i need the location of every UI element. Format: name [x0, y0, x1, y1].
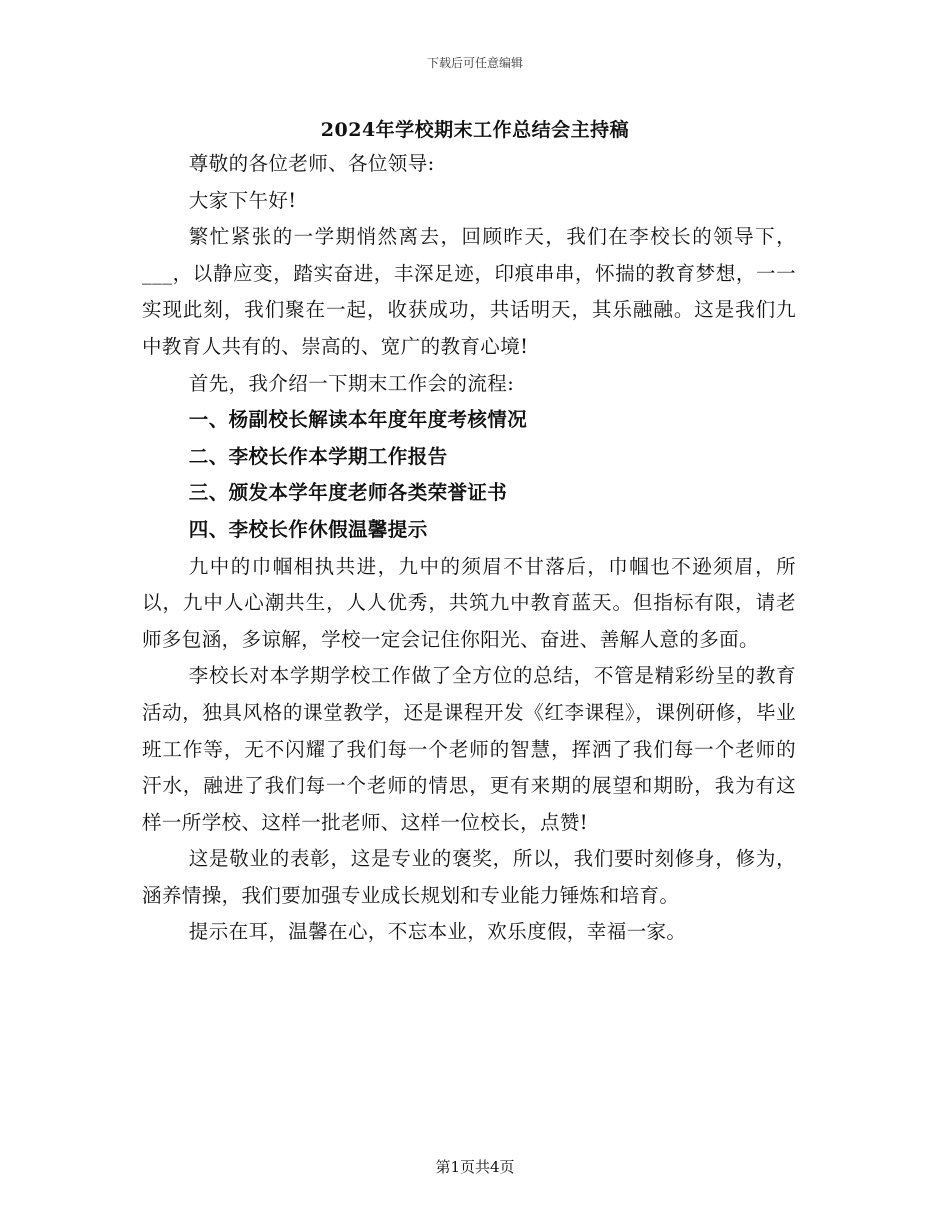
document-body	[142, 146, 796, 951]
honors-paragraph: 九中的巾帼相执共进，九中的须眉不甘落后，巾帼也不逊须眉，所以，九中人心潮共生，人人优秀，共筑九中教育蓝天。但指标有限，请老师多包涵，多谅解，学校一定会记住你阳光、奋进、善解人意的多面。	[142, 554, 796, 651]
commendation-paragraph: 这是敬业的表彰，这是专业的褒奖，所以，我们要时刻修身，修为，涵养情操，我们要加强专业成长规划和专业能力锤炼和培育。	[142, 847, 796, 907]
agenda-item-2: 二、李校长作本学期工作报告	[188, 444, 448, 468]
hello-paragraph: 大家下午好!	[188, 188, 297, 212]
summary-paragraph: 李校长对本学期学校工作做了全方位的总结，不管是精彩纷呈的教育活动，独具风格的课堂教学，还是课程开发《红李课程》，课例研修，毕业班工作等，无不闪耀了我们每一个老师的智慧，挥洒了我们每一个老师的汗水，融进了我们每一个老师的情思，更有来期的展望和期盼，我为有这样一所学校、这样一批老师、这样一位校长，点赞!	[142, 664, 796, 834]
greeting-paragraph: 尊敬的各位老师、各位领导:	[188, 152, 435, 175]
page-number: 第1页共4页	[435, 1158, 515, 1176]
intro-paragraph: 繁忙紧张的一学期悄然离去，回顾昨天，我们在李校长的领导下，___，以静应变，踏实奋进，丰深足迹，印痕串串，怀揣的教育梦想，一一实现此刻，我们聚在一起，收获成功，共话明天，其乐融融。这是我们九中教育人共有的、崇高的、宽广的教育心境!	[142, 225, 796, 358]
agenda-item-1: 一、杨副校长解读本年度年度考核情况	[188, 408, 528, 432]
agenda-item-4: 四、李校长作休假温馨提示	[188, 517, 428, 541]
agenda-item-3: 三、颁发本学年度老师各类荣誉证书	[188, 481, 508, 505]
document-title: 2024年学校期末工作总结会主持稿	[320, 119, 630, 141]
process-intro-paragraph: 首先，我介绍一下期末工作会的流程:	[188, 371, 515, 395]
header-note: 下载后可任意编辑	[426, 56, 523, 70]
closing-paragraph: 提示在耳，温馨在心，不忘本业，欢乐度假，幸福一家。	[188, 920, 687, 944]
